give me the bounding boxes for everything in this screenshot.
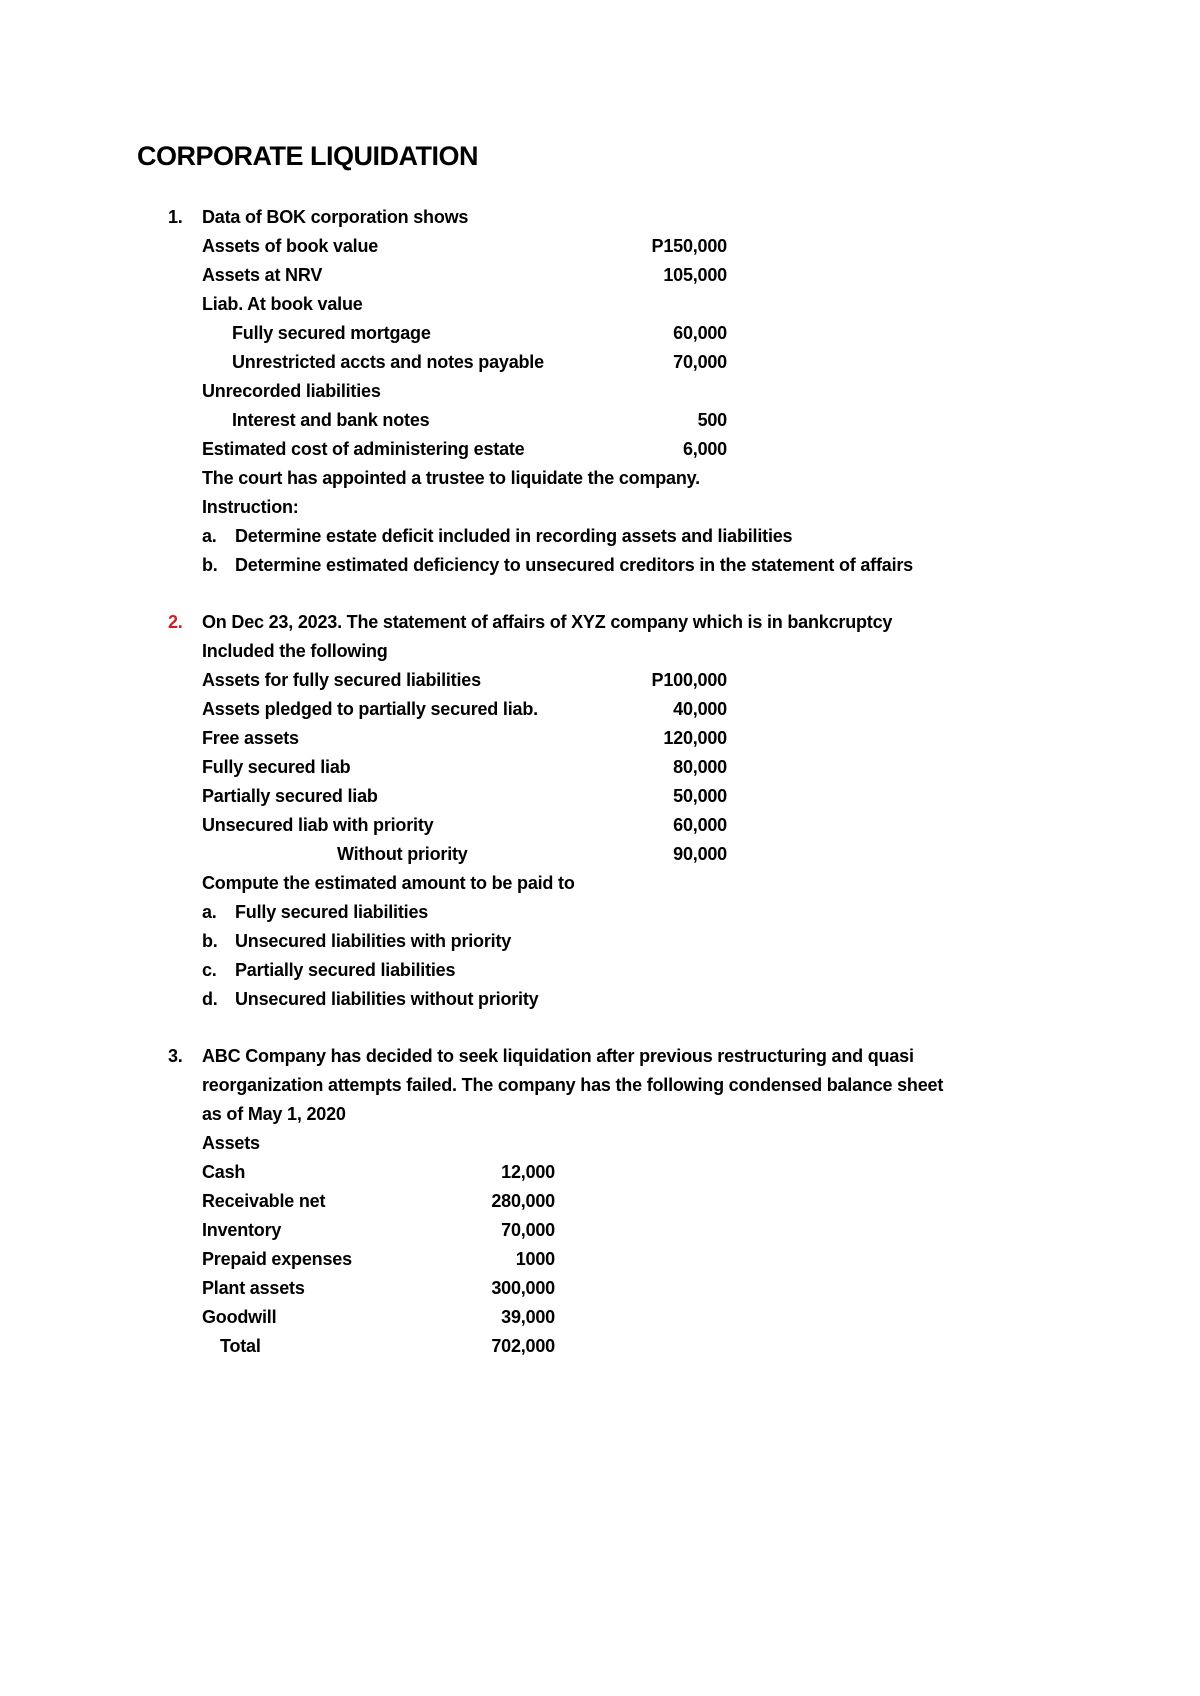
line-item-value: 60,000 <box>673 323 727 343</box>
line-item-value: 300,000 <box>491 1278 555 1298</box>
requirement-d <box>202 985 1087 1014</box>
line-item-value: P150,000 <box>651 236 727 256</box>
letter-text: Determine estimated deficiency to unsecured creditors in the statement of affairs <box>235 555 913 575</box>
line-item <box>202 666 1087 695</box>
line-item-label: Unrecorded liabilities <box>202 381 381 401</box>
line-item-label: Estimated cost of administering estate <box>202 439 525 459</box>
line-item <box>202 1303 1087 1332</box>
document-title: CORPORATE LIQUIDATION <box>137 141 478 171</box>
balance-sheet-subheader: Assets <box>202 1133 260 1153</box>
letter-label: b. <box>202 931 218 951</box>
letter-text: Fully secured liabilities <box>235 902 429 922</box>
line-item-label: Unsecured liab with priority <box>202 815 434 835</box>
letter-label: c. <box>202 960 217 980</box>
line-item-label: Cash <box>202 1162 246 1182</box>
line-item <box>202 1245 1087 1274</box>
line-item-label: Partially secured liab <box>202 786 378 806</box>
problem-2-header-line2: Included the following <box>202 641 388 661</box>
line-item-value: 70,000 <box>501 1220 555 1240</box>
line-item <box>202 232 1087 261</box>
line-item-value: 280,000 <box>491 1191 555 1211</box>
total-value: 702,000 <box>491 1336 555 1356</box>
line-item <box>202 724 1087 753</box>
line-item-value: 70,000 <box>673 352 727 372</box>
line-item-value: 60,000 <box>673 815 727 835</box>
total-row <box>202 1332 1087 1361</box>
line-item-label: Prepaid expenses <box>202 1249 352 1269</box>
line-item-value: 40,000 <box>673 699 727 719</box>
item-number: 3. <box>168 1046 183 1066</box>
line-item-label: Interest and bank notes <box>232 410 430 430</box>
line-item <box>202 348 1087 377</box>
problem-3 <box>137 1042 1087 1361</box>
line-item-label: Goodwill <box>202 1307 277 1327</box>
line-item <box>202 435 1087 464</box>
line-item-label: Liab. At book value <box>202 294 363 314</box>
line-item-label: Assets at NRV <box>202 265 323 285</box>
line-item-label: Fully secured mortgage <box>232 323 431 343</box>
line-item <box>202 1216 1087 1245</box>
letter-label: a. <box>202 902 217 922</box>
line-item-label: Inventory <box>202 1220 282 1240</box>
instruction-a <box>202 522 1087 551</box>
letter-label: d. <box>202 989 218 1009</box>
item-number: 1. <box>168 207 183 227</box>
line-item <box>202 1187 1087 1216</box>
letter-text: Partially secured liabilities <box>235 960 456 980</box>
total-label: Total <box>220 1336 261 1356</box>
line-item-value: 39,000 <box>501 1307 555 1327</box>
line-item-value: 500 <box>697 410 727 430</box>
line-item-label: Receivable net <box>202 1191 326 1211</box>
instruction-b <box>202 551 1087 580</box>
problem-1-header: Data of BOK corporation shows <box>202 207 469 227</box>
line-item-label: Free assets <box>202 728 299 748</box>
line-item-value: 105,000 <box>663 265 727 285</box>
letter-label: b. <box>202 555 218 575</box>
letter-label: a. <box>202 526 217 546</box>
line-item-value: 80,000 <box>673 757 727 777</box>
line-item-label: Assets pledged to partially secured liab. <box>202 699 538 719</box>
line-item <box>202 261 1087 290</box>
requirement-b <box>202 927 1087 956</box>
line-item-label: Fully secured liab <box>202 757 351 777</box>
line-item-value: 6,000 <box>682 439 727 459</box>
requirement-a <box>202 898 1087 927</box>
item-number: 2. <box>168 612 183 632</box>
problem-2 <box>137 608 1087 1014</box>
line-item-label: Without priority <box>337 844 468 864</box>
line-item-value: P100,000 <box>651 670 727 690</box>
problem-3-header-line3: as of May 1, 2020 <box>202 1104 346 1124</box>
paragraph: Compute the estimated amount to be paid to <box>202 873 575 893</box>
line-item <box>202 695 1087 724</box>
line-item <box>202 377 1087 406</box>
paragraph: The court has appointed a trustee to liquidate the company. <box>202 468 700 488</box>
line-item-value: 50,000 <box>673 786 727 806</box>
line-item <box>202 319 1087 348</box>
requirement-c <box>202 956 1087 985</box>
line-item <box>202 840 1087 869</box>
line-item <box>202 1274 1087 1303</box>
line-item-value: 90,000 <box>673 844 727 864</box>
letter-text: Unsecured liabilities with priority <box>235 931 512 951</box>
line-item <box>202 753 1087 782</box>
line-item <box>202 1158 1087 1187</box>
line-item <box>202 782 1087 811</box>
letter-text: Determine estate deficit included in recording assets and liabilities <box>235 526 793 546</box>
line-item <box>202 290 1087 319</box>
document-content <box>137 140 1087 1361</box>
line-item-label: Unrestricted accts and notes payable <box>232 352 544 372</box>
line-item <box>202 811 1087 840</box>
problem-2-header: On Dec 23, 2023. The statement of affairs of XYZ company which is in bankcruptcy <box>202 612 893 632</box>
letter-text: Unsecured liabilities without priority <box>235 989 539 1009</box>
line-item-value: 1000 <box>515 1249 555 1269</box>
problem-3-header: ABC Company has decided to seek liquidation after previous restructuring and quasi <box>202 1046 914 1066</box>
line-item-value: 12,000 <box>501 1162 555 1182</box>
paragraph: Instruction: <box>202 497 299 517</box>
line-item-value: 120,000 <box>663 728 727 748</box>
line-item-label: Assets of book value <box>202 236 379 256</box>
problem-1 <box>137 203 1087 580</box>
problem-3-header-line2: reorganization attempts failed. The company has the following condensed balance sheet <box>202 1075 944 1095</box>
line-item <box>202 406 1087 435</box>
line-item-label: Plant assets <box>202 1278 305 1298</box>
line-item-label: Assets for fully secured liabilities <box>202 670 481 690</box>
